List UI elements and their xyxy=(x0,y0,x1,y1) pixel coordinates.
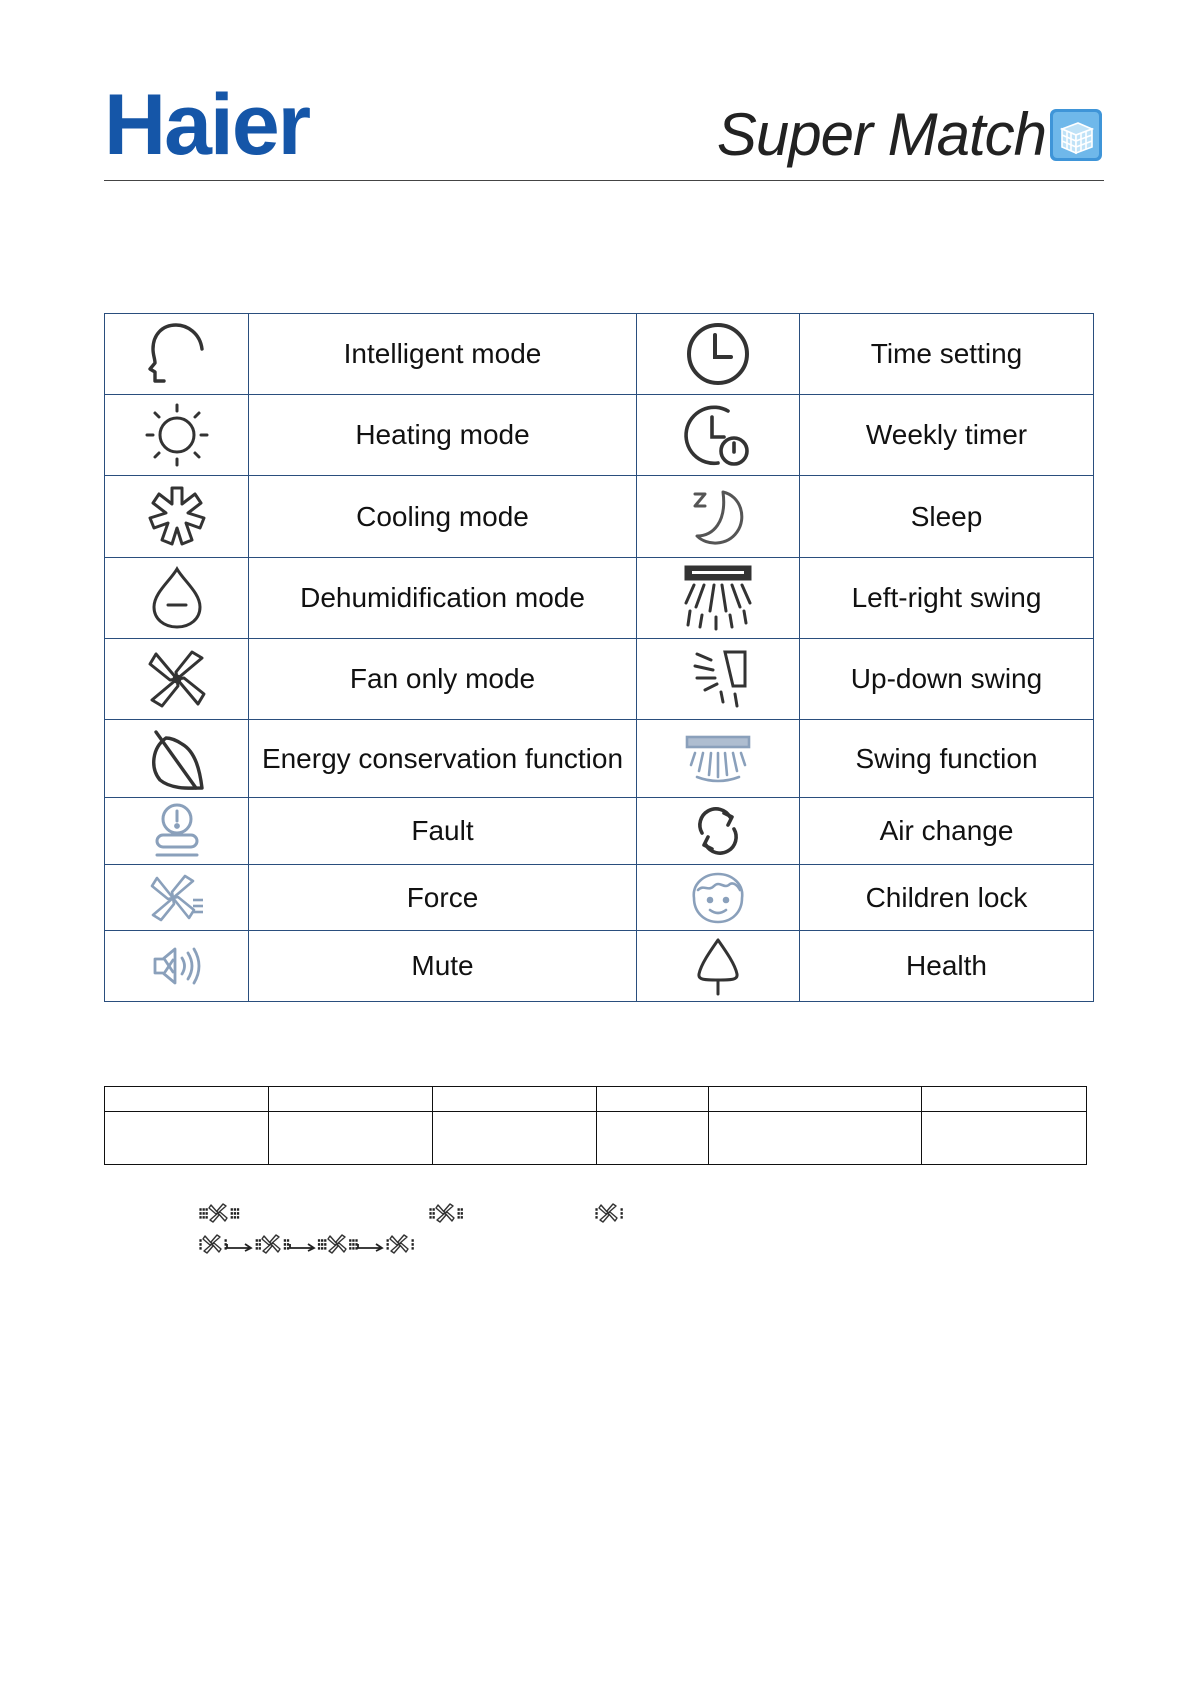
mode-label: Left-right swing xyxy=(800,558,1094,639)
swing-ud-icon xyxy=(683,644,753,714)
super-match-brand xyxy=(717,102,1104,168)
icon-cell xyxy=(637,558,800,639)
icon-cell xyxy=(637,476,800,558)
table-row xyxy=(105,314,1094,395)
icon-cell xyxy=(105,395,249,476)
icon-cell xyxy=(637,395,800,476)
table-row xyxy=(105,1087,1087,1112)
empty-table xyxy=(104,1086,1087,1165)
mode-label: Time setting xyxy=(800,314,1094,395)
speed-dots: ⁝⁝⁝ xyxy=(198,1203,208,1223)
fan-speed-sequence xyxy=(198,1233,413,1255)
clock-power-icon xyxy=(682,399,754,471)
speaker-mute-icon xyxy=(149,941,205,991)
mode-label: Fault xyxy=(249,798,637,865)
mode-label: Dehumidification mode xyxy=(249,558,637,639)
clock-icon xyxy=(683,319,753,389)
icon-cell xyxy=(105,865,249,931)
fan-icon xyxy=(388,1233,410,1255)
fan-icon xyxy=(260,1233,282,1255)
head-profile-icon xyxy=(142,319,212,389)
mode-label: Force xyxy=(249,865,637,931)
icon-cell xyxy=(637,865,800,931)
fan-force-icon xyxy=(147,870,207,926)
speed-dots: ⁝⁝ xyxy=(456,1203,463,1223)
icon-cell xyxy=(105,558,249,639)
table-row xyxy=(105,798,1094,865)
table-cell xyxy=(433,1087,597,1112)
table-row xyxy=(105,720,1094,798)
mode-label: Cooling mode xyxy=(249,476,637,558)
arrow-right-icon xyxy=(357,1236,385,1252)
icon-cell xyxy=(105,931,249,1002)
speed-dots: ⁝⁝⁝ xyxy=(229,1203,239,1223)
snowflake-icon xyxy=(142,482,212,552)
speed-dots: ⁝ xyxy=(410,1234,414,1254)
ac-swing-icon xyxy=(683,731,753,787)
speed-dots: ⁝ xyxy=(198,1234,202,1254)
mode-label: Fan only mode xyxy=(249,639,637,720)
mode-label: Children lock xyxy=(800,865,1094,931)
mode-label: Weekly timer xyxy=(800,395,1094,476)
mode-label: Sleep xyxy=(800,476,1094,558)
mode-label: Swing function xyxy=(800,720,1094,798)
mode-label: Air change xyxy=(800,798,1094,865)
icon-cell xyxy=(637,314,800,395)
table-cell xyxy=(269,1112,433,1165)
fan-speed-medium xyxy=(428,1202,462,1224)
icon-cell xyxy=(105,798,249,865)
haier-logo: Haier xyxy=(104,77,310,173)
arrow-right-icon xyxy=(289,1236,317,1252)
fan-icon xyxy=(326,1233,348,1255)
table-row xyxy=(105,476,1094,558)
icon-cell xyxy=(105,720,249,798)
cube-logo-icon xyxy=(1048,107,1104,163)
speed-dots: ⁝ xyxy=(385,1234,389,1254)
mode-label: Heating mode xyxy=(249,395,637,476)
fan-icon xyxy=(597,1202,619,1224)
table-cell xyxy=(597,1112,709,1165)
table-row xyxy=(105,1112,1087,1165)
fault-icon xyxy=(147,801,207,861)
fan-icon xyxy=(142,644,212,714)
table-cell xyxy=(105,1087,269,1112)
moon-icon xyxy=(683,482,753,552)
table-cell xyxy=(922,1087,1087,1112)
mode-label: Intelligent mode xyxy=(249,314,637,395)
header-divider xyxy=(104,180,1104,181)
table-row xyxy=(105,865,1094,931)
tree-icon xyxy=(693,936,743,996)
mode-label: Mute xyxy=(249,931,637,1002)
speed-dots: ⁝ xyxy=(223,1234,227,1254)
icon-cell xyxy=(637,720,800,798)
fan-icon xyxy=(207,1202,229,1224)
speed-dots: ⁝ xyxy=(594,1203,598,1223)
leaf-slash-icon xyxy=(142,724,212,794)
child-face-icon xyxy=(686,870,750,926)
table-row xyxy=(105,931,1094,1002)
speed-dots: ⁝⁝⁝ xyxy=(347,1234,358,1254)
table-cell xyxy=(597,1087,709,1112)
table-row xyxy=(105,639,1094,720)
speed-dots: ⁝⁝⁝ xyxy=(316,1234,326,1254)
brand-text: Super Match xyxy=(716,101,1046,168)
icon-legend-table xyxy=(104,313,1094,1002)
table-cell xyxy=(709,1087,922,1112)
icon-cell xyxy=(637,798,800,865)
speed-dots: ⁝⁝ xyxy=(428,1203,435,1223)
icon-cell xyxy=(637,639,800,720)
mode-label: Health xyxy=(800,931,1094,1002)
table-cell xyxy=(269,1087,433,1112)
fan-icon xyxy=(201,1233,223,1255)
table-cell xyxy=(709,1112,922,1165)
speed-dots: ⁝⁝ xyxy=(254,1234,261,1254)
sun-icon xyxy=(142,400,212,470)
icon-cell xyxy=(637,931,800,1002)
drop-icon xyxy=(142,563,212,633)
ac-swing-lr-icon xyxy=(680,563,756,633)
table-cell xyxy=(433,1112,597,1165)
mode-label: Up-down swing xyxy=(800,639,1094,720)
icon-cell xyxy=(105,476,249,558)
speed-dots: ⁝ xyxy=(619,1203,623,1223)
table-cell xyxy=(105,1112,269,1165)
speed-dots: ⁝⁝ xyxy=(282,1234,289,1254)
fan-speed-low xyxy=(594,1202,622,1224)
table-row xyxy=(105,558,1094,639)
icon-cell xyxy=(105,314,249,395)
page-header xyxy=(104,77,1104,180)
cycle-arrows-icon xyxy=(690,803,746,859)
table-row xyxy=(105,395,1094,476)
icon-cell xyxy=(105,639,249,720)
arrow-right-icon xyxy=(226,1236,254,1252)
fan-speed-high xyxy=(198,1202,239,1224)
table-cell xyxy=(922,1112,1087,1165)
fan-icon xyxy=(434,1202,456,1224)
mode-label: Energy conservation function xyxy=(249,720,637,798)
